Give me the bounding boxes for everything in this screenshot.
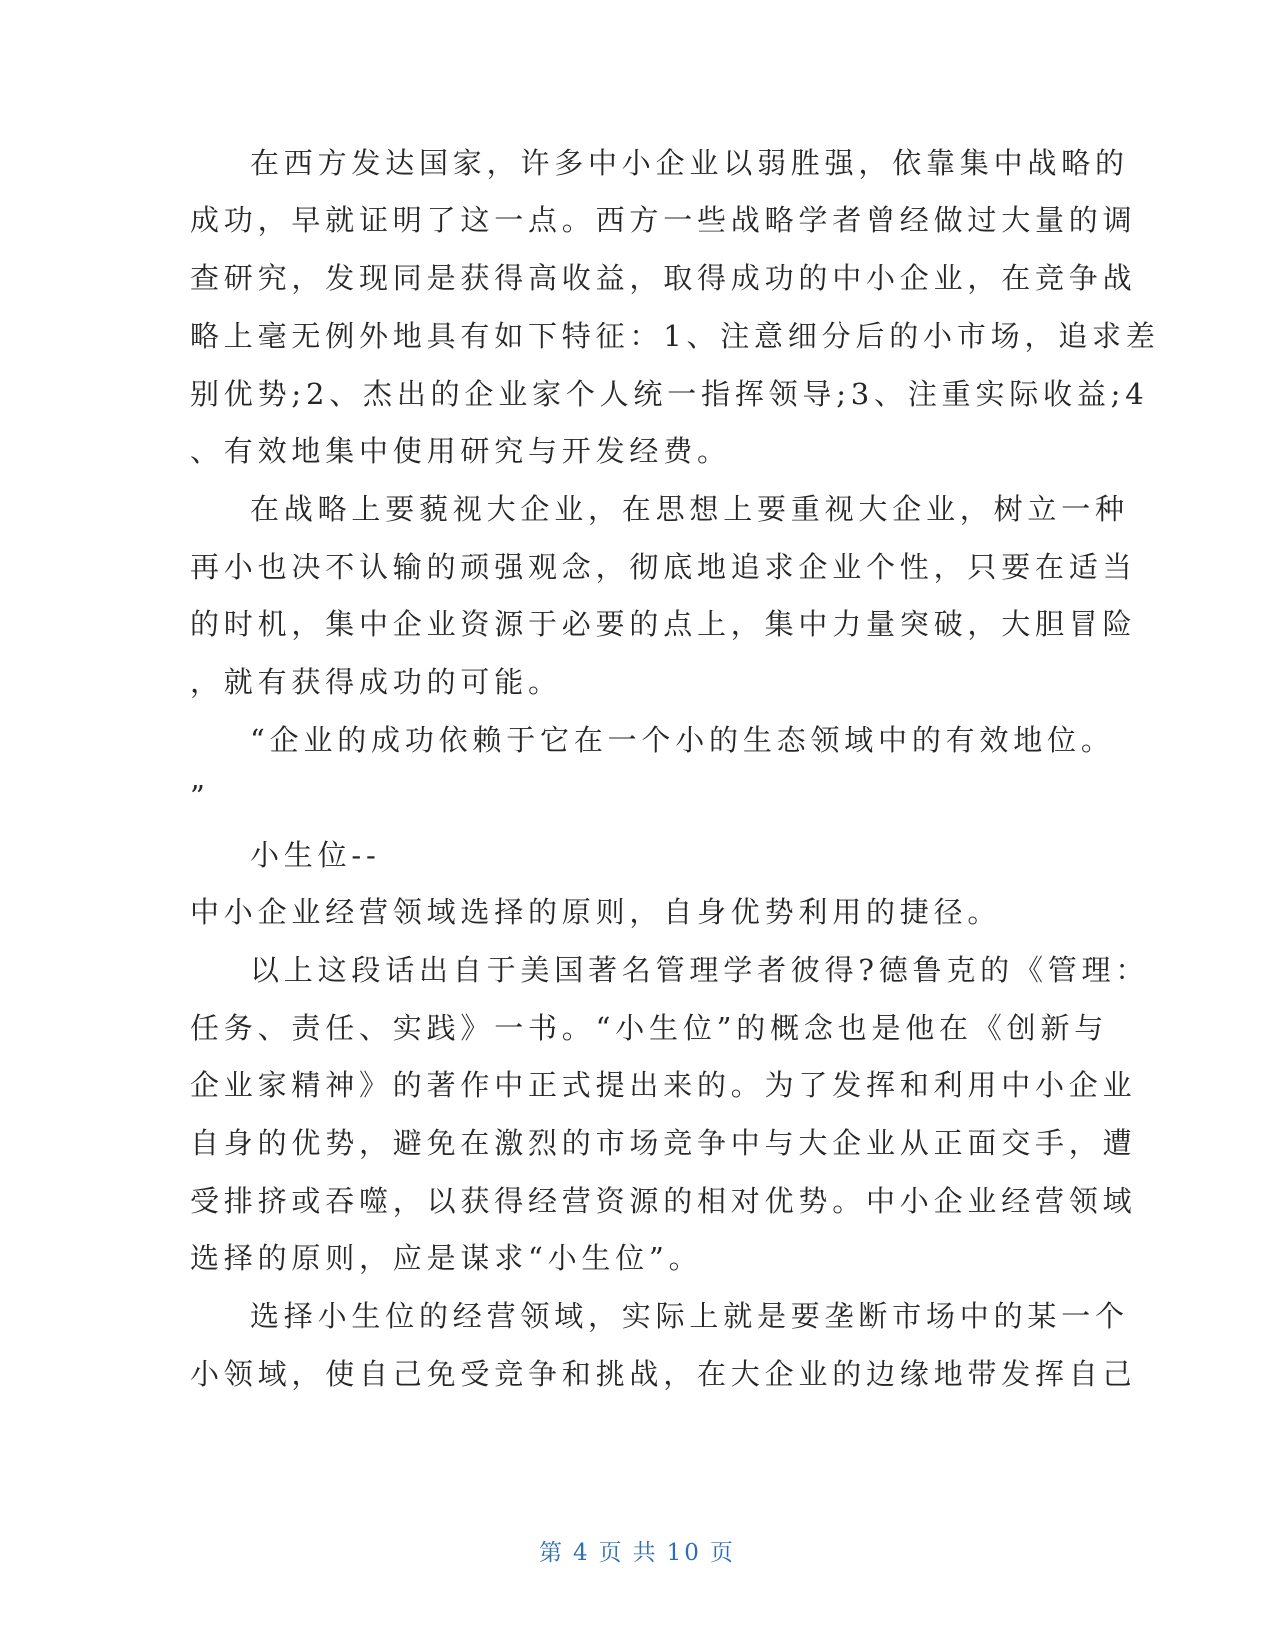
footer-prefix: 第 bbox=[539, 1540, 566, 1566]
footer-total-pages: 10 bbox=[666, 1540, 702, 1566]
paragraph-line: 在战略上要藐视大企业，在思想上要重视大企业，树立一种 bbox=[250, 492, 1129, 526]
heading-line: 中小企业经营领域选择的原则，自身优势利用的捷径。 bbox=[190, 895, 1002, 929]
footer-page-word: 页 bbox=[598, 1540, 625, 1566]
footer-total-word: 共 bbox=[632, 1540, 659, 1566]
quote-line: ” bbox=[190, 779, 210, 813]
footer-suffix: 页 bbox=[709, 1540, 736, 1566]
paragraph-line: 选择小生位的经营领域，实际上就是要垄断市场中的某一个 bbox=[250, 1299, 1129, 1333]
paragraph-line: 、有效地集中使用研究与开发经费。 bbox=[190, 434, 731, 468]
paragraph-line: 别优势;2、杰出的企业家个人统一指挥领导;3、注重实际收益;4 bbox=[190, 377, 1149, 411]
paragraph-line: 自身的优势，避免在激烈的市场竞争中与大企业从正面交手，遭 bbox=[190, 1126, 1137, 1160]
paragraph-line: 小领域，使自己免受竞争和挑战，在大企业的边缘地带发挥自己 bbox=[190, 1357, 1137, 1391]
paragraph-line: 查研究，发现同是获得高收益，取得成功的中小企业，在竞争战 bbox=[190, 261, 1137, 295]
heading-line: 小生位-- bbox=[250, 838, 381, 872]
quote-line: “企业的成功依赖于它在一个小的生态领域中的有效地位。 bbox=[250, 723, 1115, 757]
paragraph-line: 受排挤或吞噬，以获得经营资源的相对优势。中小企业经营领域 bbox=[190, 1184, 1137, 1218]
paragraph-line: 企业家精神》的著作中正式提出来的。为了发挥和利用中小企业 bbox=[190, 1068, 1137, 1102]
page-footer bbox=[0, 1534, 1275, 1567]
paragraph-line: 任务、责任、实践》一书。“小生位”的概念也是他在《创新与 bbox=[190, 1011, 1109, 1045]
paragraph-line: 再小也决不认输的顽强观念，彻底地追求企业个性，只要在适当 bbox=[190, 550, 1137, 584]
paragraph-line: 以上这段话出自于美国著名管理学者彼得?德鲁克的《管理： bbox=[250, 953, 1150, 987]
paragraph-line: 的时机，集中企业资源于必要的点上，集中力量突破，大胆冒险 bbox=[190, 607, 1137, 641]
paragraph-line: 略上毫无例外地具有如下特征：1、注意细分后的小市场，追求差 bbox=[190, 319, 1160, 353]
paragraph-line: ，就有获得成功的可能。 bbox=[190, 665, 562, 699]
paragraph-line: 在西方发达国家，许多中小企业以弱胜强，依靠集中战略的 bbox=[250, 146, 1129, 180]
footer-current-page: 4 bbox=[573, 1540, 591, 1566]
paragraph-line: 成功，早就证明了这一点。西方一些战略学者曾经做过大量的调 bbox=[190, 203, 1137, 237]
paragraph-line: 选择的原则，应是谋求“小生位”。 bbox=[190, 1241, 703, 1275]
